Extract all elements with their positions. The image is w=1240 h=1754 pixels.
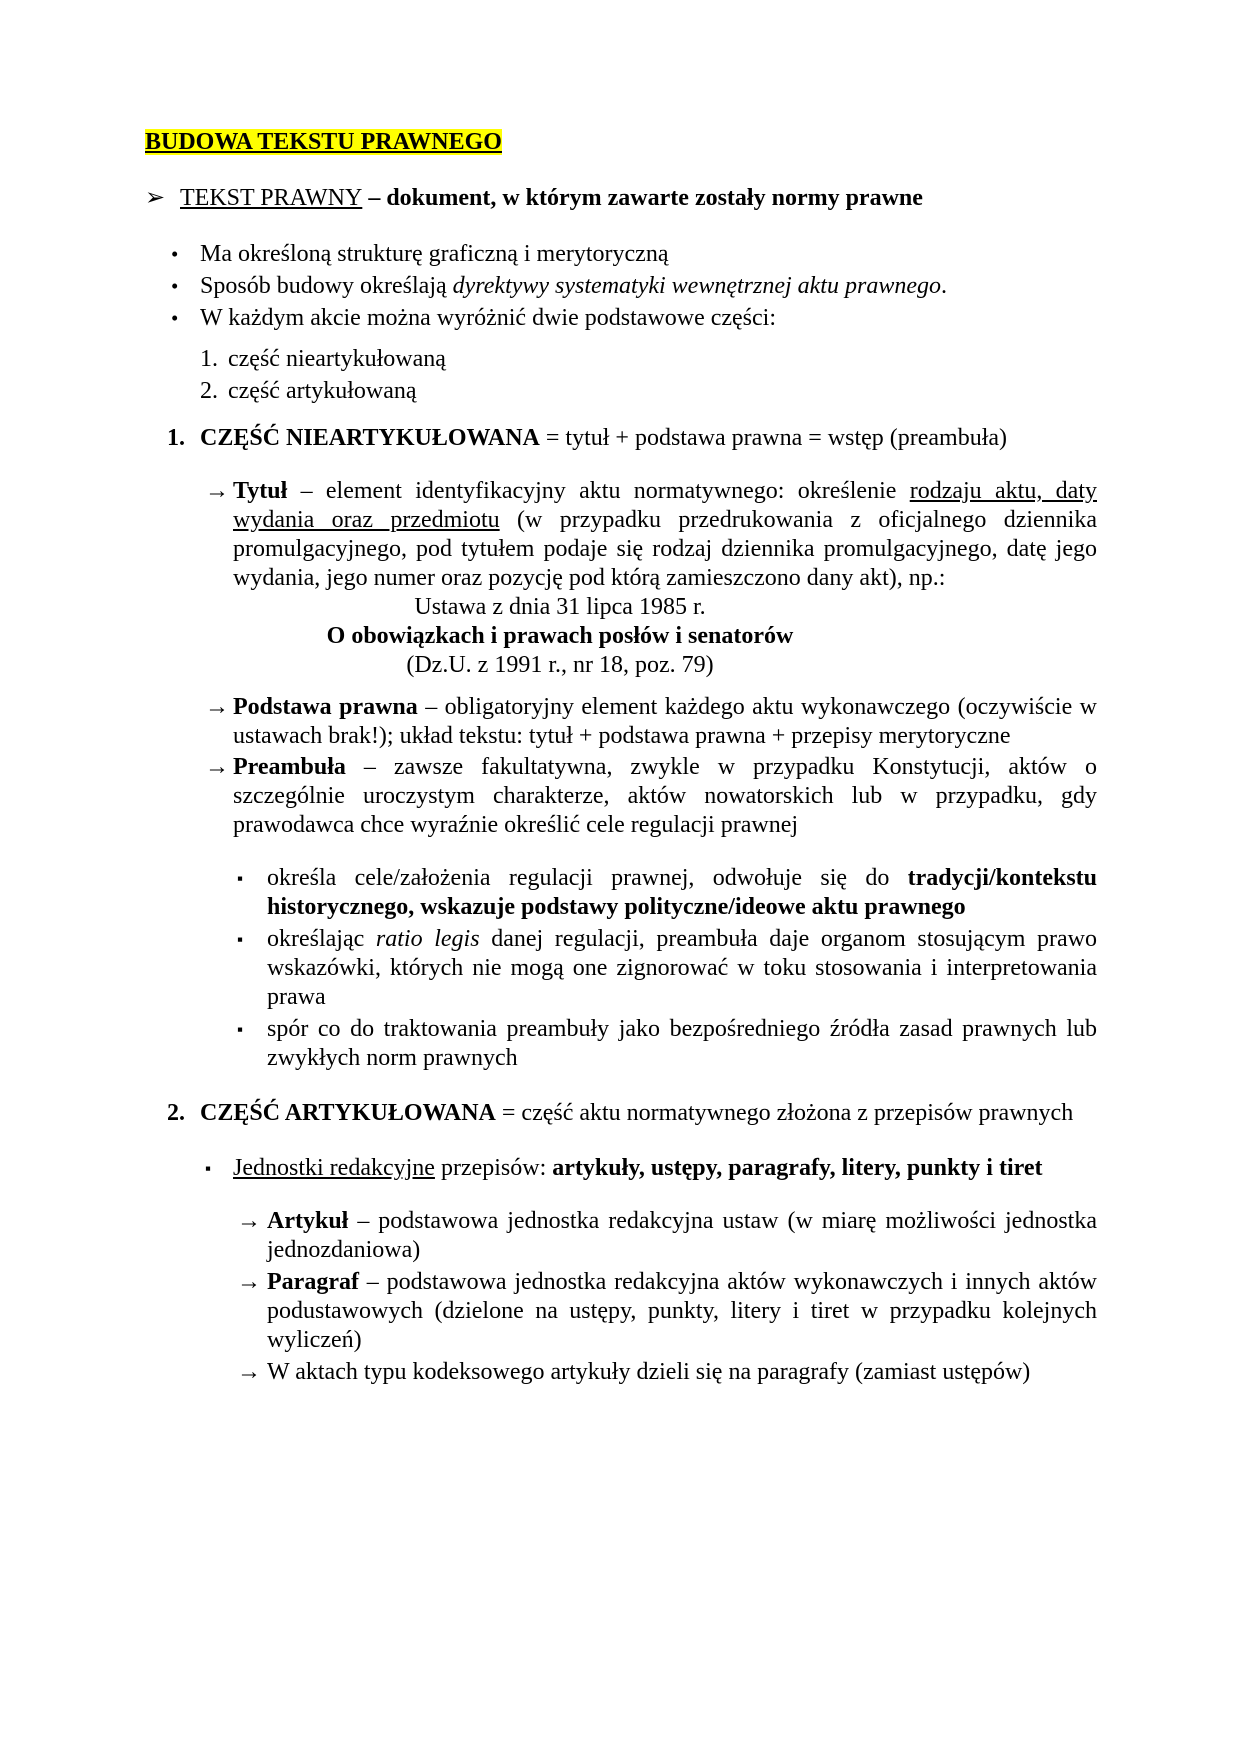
text-segment: BUDOWA TEKSTU PRAWNEGO [145, 129, 502, 155]
text-segment: Ustawa z dnia 31 lipca 1985 r. [414, 594, 706, 620]
text-segment: W aktach typu kodeksowego artykuły dzieli się na paragrafy (zamiast ustępów) [267, 1359, 1031, 1385]
page-title [145, 128, 1097, 157]
list-marker-icon: → [237, 1359, 261, 1385]
arrow-item-kodeks [145, 1358, 1097, 1387]
text-segment: – obligatoryjny element każdego aktu wykonawczego (oczywiście w ustawach brak!); układ tekstu: tytuł + podstawa prawna + przepisy merytoryczne [233, 694, 1097, 749]
text-segment: określa cele/założenia regulacji prawnej, odwołuje się do [267, 865, 908, 891]
text-segment: – zawsze fakultatywna, zwykle w przypadku Konstytucji, aktów o szczególnie uroczystym charakterze, aktów nowatorskich lub w przypadku, gdy prawodawca chce wyraźnie określić cele regulacji prawnej [233, 754, 1097, 838]
text-segment: – dokument, w którym zawarte zostały normy prawne [362, 185, 923, 211]
text-segment: Sposób budowy określają [200, 273, 453, 299]
text-segment: (Dz.U. z 1991 r., nr 18, poz. 79) [406, 652, 714, 678]
square-item [145, 864, 1097, 922]
bullet-item [145, 304, 1097, 333]
numbered-item [145, 345, 1097, 374]
section-heading-2 [145, 1099, 1097, 1128]
square-item-jednostki [145, 1154, 1097, 1183]
text-segment: CZĘŚĆ ARTYKUŁOWANA [200, 1100, 496, 1126]
list-marker-icon: → [237, 1269, 261, 1295]
list-marker-icon: 2. [200, 378, 218, 404]
tekst-prawny-item [145, 184, 1097, 213]
arrow-item-artykul [145, 1207, 1097, 1265]
example-line [145, 651, 975, 680]
text-segment: . [940, 273, 947, 299]
list-marker-icon: → [205, 478, 229, 504]
arrow-item-preambula [145, 753, 1097, 840]
arrow-item-paragraf [145, 1268, 1097, 1355]
text-segment: Preambuła [233, 754, 346, 780]
text-segment: dyrektywy systematyki wewnętrznej aktu prawnego [452, 273, 941, 299]
text-segment: Artykuł [267, 1208, 349, 1234]
text-segment: Paragraf [267, 1269, 359, 1295]
list-marker-icon: 2. [167, 1100, 185, 1126]
text-segment: artykuły, ustępy, paragrafy, litery, punkty i tiret [552, 1155, 1043, 1181]
list-marker-icon: ▪ [237, 869, 244, 888]
list-marker-icon: 1. [167, 425, 185, 451]
list-marker-icon: ▪ [237, 1020, 244, 1039]
arrow-item-podstawa-prawna [145, 693, 1097, 751]
list-marker-icon: → [205, 754, 229, 780]
text-segment: – element identyfikacyjny aktu normatywnego: określenie [287, 478, 910, 504]
list-marker-icon: • [171, 274, 179, 298]
text-segment: ratio legis [375, 926, 480, 952]
text-segment: określając [267, 926, 376, 952]
document-body [145, 128, 1097, 1387]
list-marker-icon: → [205, 694, 229, 720]
square-item [145, 925, 1097, 1012]
bullet-item [145, 272, 1097, 301]
text-segment: Jednostki redakcyjne [233, 1155, 435, 1181]
text-segment: = tytuł + podstawa prawna = wstęp (preambuła) [539, 425, 1008, 451]
text-segment: CZĘŚĆ NIEARTYKUŁOWANA [200, 425, 540, 451]
text-segment: – podstawowa jednostka redakcyjna aktów wykonawczych i innych aktów podustawowych (dzielone na ustępy, punkty, litery i tiret w przypadku kolejnych wyliczeń) [267, 1269, 1097, 1353]
text-segment: = część aktu normatywnego złożona z przepisów prawnych [495, 1100, 1074, 1126]
numbered-item [145, 377, 1097, 406]
text-segment: przepisów: [434, 1155, 553, 1181]
bullet-item [145, 240, 1097, 269]
example-line [145, 622, 975, 651]
text-segment: danej regulacji, preambuła daje organom stosującym prawo wskazówki, których nie mogą one zignorować w toku stosowania i interpretowania prawa [267, 926, 1098, 1010]
text-segment: Tytuł [233, 478, 288, 504]
list-marker-icon: ➢ [145, 185, 166, 211]
list-marker-icon: ▪ [205, 1159, 212, 1178]
text-segment: Podstawa prawna [233, 694, 418, 720]
text-segment: część artykułowaną [228, 378, 417, 404]
text-segment: tradycji/kontekstu historycznego, wskazuje podstawy polityczne/ideowe aktu prawnego [267, 865, 1097, 920]
list-marker-icon: • [171, 306, 179, 330]
text-segment: – podstawowa jednostka redakcyjna ustaw (w miarę możliwości jednostka jednozdaniowa) [267, 1208, 1097, 1263]
example-line [145, 593, 975, 622]
text-segment: (w przypadku przedrukowania z oficjalnego dziennika promulgacyjnego, pod tytułem podaje się rodzaj dziennika promulgacyjnego, datę jego wydania, jego numer oraz pozycję pod którą zamieszczono dany akt), np.: [233, 507, 1097, 591]
text-segment: TEKST PRAWNY [180, 185, 363, 211]
list-marker-icon: → [237, 1208, 261, 1234]
text-segment: W każdym akcie można wyróżnić dwie podstawowe części: [200, 305, 776, 331]
section-heading-1 [145, 424, 1097, 453]
text-segment: O obowiązkach i prawach posłów i senatorów [326, 623, 794, 649]
square-item [145, 1015, 1097, 1073]
text-segment: część nieartykułowaną [228, 346, 446, 372]
text-segment: Ma określoną strukturę graficzną i merytoryczną [200, 241, 669, 267]
text-segment: spór co do traktowania preambuły jako bezpośredniego źródła zasad prawnych lub zwykłych norm prawnych [267, 1016, 1097, 1071]
text-segment: rodzaju aktu, daty wydania oraz przedmiotu [233, 478, 1097, 533]
list-marker-icon: • [171, 242, 179, 266]
list-marker-icon: 1. [200, 346, 218, 372]
list-marker-icon: ▪ [237, 930, 244, 949]
arrow-item-tytul [145, 477, 1097, 593]
